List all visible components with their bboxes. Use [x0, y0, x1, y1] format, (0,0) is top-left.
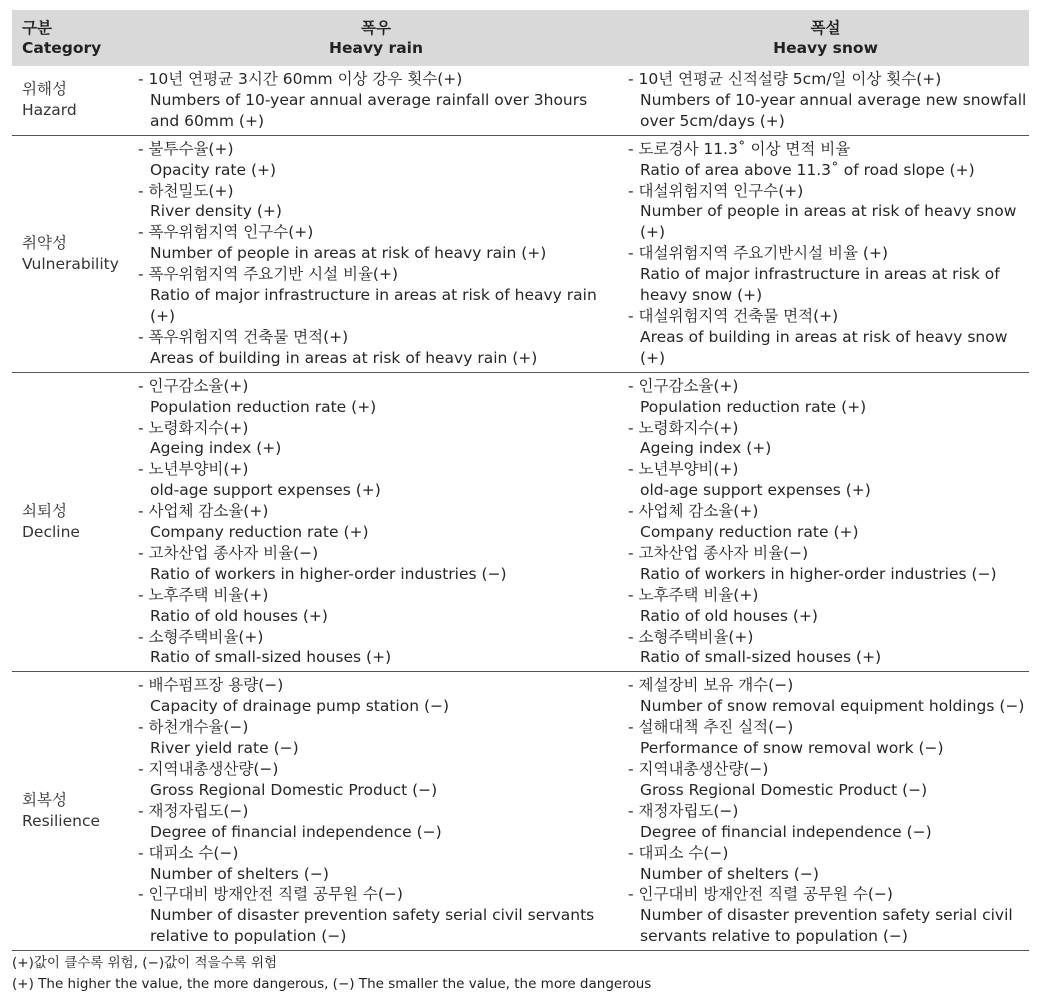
indicator-en: Opacity rate (+) [150, 160, 277, 179]
indicator-ko: - 배수펌프장 용량(−) [138, 676, 284, 695]
heavy-snow-cell [620, 672, 1029, 951]
indicator-en: Areas of building in areas at risk of heavy snow (+) [640, 327, 1008, 367]
table-row-vulnerability [12, 135, 1029, 372]
indicator-ko: - 노년부양비(+) [628, 460, 739, 479]
indicator-ko: - 대설위험지역 인구수(+) [628, 181, 804, 200]
indicator-ko: - 노년부양비(+) [138, 460, 249, 479]
indicator-en: Ratio of workers in higher-order industries (−) [640, 564, 997, 583]
table-row-resilience [12, 672, 1029, 951]
indicator-en: Number of disaster prevention safety serial civil servants relative to population (−) [150, 906, 595, 946]
indicator-ko: - 지역내총생산량(−) [628, 760, 769, 778]
indicator-ko: - 재정자립도(−) [628, 801, 739, 820]
table-header [12, 10, 1029, 66]
indicator-en: Gross Regional Domestic Product (−) [640, 780, 928, 799]
header-snow-en: Heavy snow [773, 39, 878, 57]
indicator-ko: - 설해대책 추진 실적(−) [628, 718, 794, 737]
indicator-en: Ratio of major infrastructure in areas at risk of heavy snow (+) [640, 265, 1000, 305]
indicator-ko: - 대설위험지역 주요기반시설 비율 (+) [628, 244, 889, 263]
heavy-rain-cell [130, 135, 620, 372]
indicator-ko: - 10년 연평균 3시간 60mm 이상 강우 횟수(+) [138, 70, 463, 88]
category-cell [12, 372, 130, 672]
category-en: Resilience [22, 812, 101, 831]
indicator-en: Number of shelters (−) [150, 864, 329, 883]
indicator-en: River yield rate (−) [150, 739, 299, 758]
category-ko: 취약성 [22, 233, 67, 252]
header-category-ko: 구분 [22, 19, 52, 37]
category-ko: 쇠퇴성 [22, 502, 67, 521]
indicator-en: Ratio of small-sized houses (+) [640, 648, 882, 667]
heavy-snow-cell [620, 372, 1029, 672]
indicator-ko: - 폭우위험지역 주요기반 시설 비율(+) [138, 265, 399, 284]
category-cell [12, 66, 130, 135]
indicator-ko: - 노후주택 비율(+) [628, 585, 759, 604]
heavy-snow-cell [620, 66, 1029, 135]
indicator-ko: - 하천밀도(+) [138, 181, 234, 200]
indicator-ko: - 도로경사 11.3˚ 이상 면적 비율 [628, 139, 851, 158]
category-en: Hazard [22, 101, 77, 120]
indicator-en: Number of people in areas at risk of heavy snow (+) [640, 202, 1017, 242]
indicator-en: Performance of snow removal work (−) [640, 739, 944, 758]
indicator-ko: - 하천개수율(−) [138, 718, 249, 737]
indicator-ko: - 사업체 감소율(+) [138, 502, 269, 521]
header-category-en: Category [22, 39, 102, 57]
indicator-en: Company reduction rate (+) [150, 523, 369, 542]
indicator-ko: - 폭우위험지역 건축물 면적(+) [138, 327, 349, 346]
indicator-en: Ratio of workers in higher-order industries (−) [150, 564, 507, 583]
header-row [12, 10, 1029, 66]
table-body [12, 66, 1029, 951]
indicator-en: Ageing index (+) [640, 439, 772, 458]
table-row-hazard [12, 66, 1029, 135]
footnote-en: (+) The higher the value, the more dangerous, (−) The smaller the value, the more dangerous [12, 975, 652, 992]
indicator-en: Number of disaster prevention safety serial civil servants relative to population (−) [640, 906, 1013, 946]
indicator-en: Gross Regional Domestic Product (−) [150, 780, 438, 799]
category-cell [12, 135, 130, 372]
indicator-en: Ratio of old houses (+) [150, 606, 328, 625]
header-category [12, 10, 130, 66]
indicator-en: Degree of financial independence (−) [640, 822, 932, 841]
indicator-ko: - 대설위험지역 건축물 면적(+) [628, 306, 839, 325]
indicator-en: Population reduction rate (+) [640, 397, 867, 416]
category-en: Decline [22, 523, 80, 542]
indicator-ko: - 인구대비 방재안전 직렬 공무원 수(−) [628, 885, 893, 904]
indicator-en: Population reduction rate (+) [150, 397, 377, 416]
heavy-snow-cell [620, 135, 1029, 372]
indicator-ko: - 소형주택비율(+) [628, 627, 754, 646]
indicator-en: Number of shelters (−) [640, 864, 819, 883]
table-row-decline [12, 372, 1029, 672]
indicator-ko: - 불투수율(+) [138, 139, 234, 158]
indicator-ko: - 소형주택비율(+) [138, 627, 264, 646]
indicator-ko: - 10년 연평균 신적설량 5cm/일 이상 횟수(+) [628, 70, 942, 88]
indicator-en: Number of snow removal equipment holdings (−) [640, 697, 1025, 716]
indicator-en: Ratio of major infrastructure in areas at risk of heavy rain (+) [150, 286, 597, 325]
indicator-ko: - 고차산업 종사자 비율(−) [628, 543, 809, 562]
indicator-ko: - 노령화지수(+) [138, 418, 249, 437]
indicator-en: old-age support expenses (+) [150, 481, 381, 500]
indicator-ko: - 인구대비 방재안전 직렬 공무원 수(−) [138, 885, 403, 904]
indicator-en: Ratio of old houses (+) [640, 606, 818, 625]
indicator-en: Ratio of small-sized houses (+) [150, 648, 392, 667]
indicator-ko: - 재정자립도(−) [138, 801, 249, 820]
indicator-en: Degree of financial independence (−) [150, 822, 442, 841]
category-en: Vulnerability [22, 254, 119, 273]
indicator-ko: - 제설장비 보유 개수(−) [628, 676, 794, 695]
header-rain-ko: 폭우 [361, 19, 391, 37]
header-rain-en: Heavy rain [329, 39, 423, 57]
category-ko: 위해성 [22, 80, 67, 99]
footnote [12, 953, 651, 994]
indicator-en: Capacity of drainage pump station (−) [150, 697, 450, 716]
heavy-rain-cell [130, 372, 620, 672]
indicator-en: Ratio of area above 11.3˚ of road slope (+) [640, 160, 975, 179]
indicator-en: Numbers of 10-year annual average new snowfall over 5cm/days (+) [640, 90, 1027, 130]
indicator-ko: - 인구감소율(+) [628, 376, 739, 395]
indicator-en: Numbers of 10-year annual average rainfall over 3hours and 60mm (+) [150, 90, 588, 130]
indicator-ko: - 인구감소율(+) [138, 376, 249, 395]
footnote-ko: (+)값이 클수록 위험, (−)값이 적을수록 위험 [12, 955, 278, 971]
header-snow-ko: 폭설 [810, 19, 841, 37]
indicator-ko: - 대피소 수(−) [138, 843, 239, 862]
indicator-en: Number of people in areas at risk of heavy rain (+) [150, 244, 547, 263]
indicator-en: old-age support expenses (+) [640, 481, 871, 500]
indicator-ko: - 폭우위험지역 인구수(+) [138, 223, 314, 242]
indicator-en: Areas of building in areas at risk of heavy rain (+) [150, 348, 538, 367]
header-heavy-rain [130, 10, 620, 66]
category-cell [12, 672, 130, 951]
header-heavy-snow [620, 10, 1029, 66]
indicator-en: Company reduction rate (+) [640, 523, 859, 542]
indicator-ko: - 대피소 수(−) [628, 843, 729, 862]
category-ko: 회복성 [22, 791, 67, 810]
indicator-en: Ageing index (+) [150, 439, 282, 458]
indicator-ko: - 노후주택 비율(+) [138, 585, 269, 604]
heavy-rain-cell [130, 672, 620, 951]
indicator-ko: - 사업체 감소율(+) [628, 502, 759, 521]
indicator-ko: - 고차산업 종사자 비율(−) [138, 543, 319, 562]
indicator-table [12, 10, 1029, 951]
indicator-table-container [12, 10, 1029, 951]
indicator-ko: - 노령화지수(+) [628, 418, 739, 437]
heavy-rain-cell [130, 66, 620, 135]
indicator-ko: - 지역내총생산량(−) [138, 760, 279, 778]
indicator-en: River density (+) [150, 202, 282, 221]
